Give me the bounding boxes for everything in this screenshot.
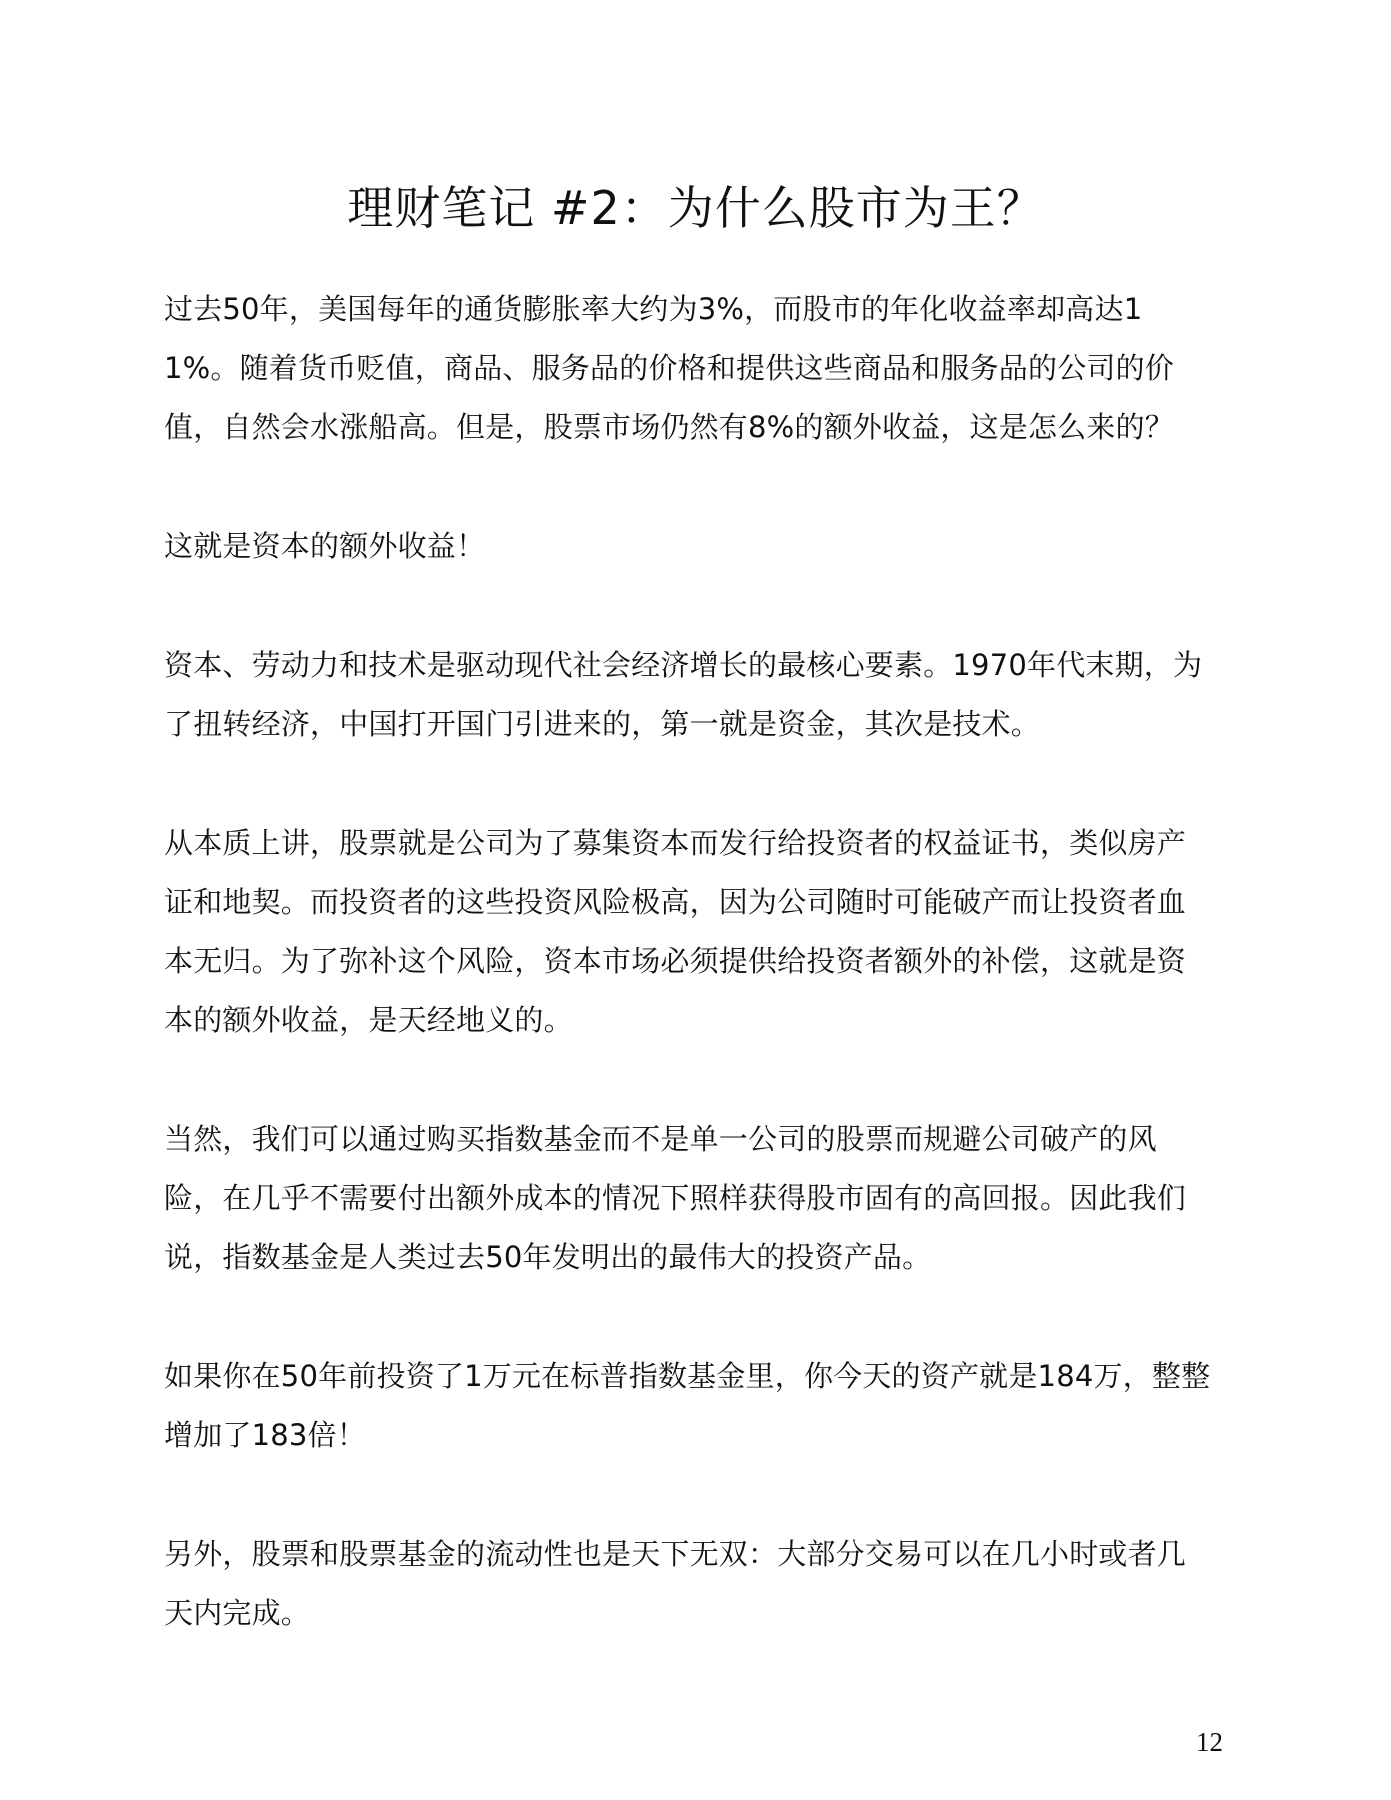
- paragraph-stock-nature: 从本质上讲，股票就是公司为了募集资本而发行给投资者的权益证书，类似房产证和地契。而投资者的这些投资风险极高，因为公司随时可能破产而让投资者血本无归。为了弥补这个风险，资本市场必须提供给投资者额外的补偿，这就是资本的额外收益，是天经地义的。: [164, 826, 1187, 1037]
- paragraph-growth-factors: 资本、劳动力和技术是驱动现代社会经济增长的最核心要素。1970年代末期，为了扭转经济，中国打开国门引进来的，第一就是资金，其次是技术。: [164, 648, 1203, 741]
- article-body: [164, 280, 1214, 1643]
- paragraph-index-funds: 当然，我们可以通过购买指数基金而不是单一公司的股票而规避公司破产的风险，在几乎不需要付出额外成本的情况下照样获得股市固有的高回报。因此我们说，指数基金是人类过去50年发明出的最伟大的投资产品。: [164, 1122, 1187, 1274]
- page-number: 12: [1196, 1727, 1223, 1757]
- paragraph-capital-premium: 这就是资本的额外收益！: [164, 529, 486, 563]
- paragraph-inflation-vs-returns: 过去50年，美国每年的通货膨胀率大约为3%，而股市的年化收益率却高达11%。随着货币贬值，商品、服务品的价格和提供这些商品和服务品的公司的价值，自然会水涨船高。但是，股票市场仍然有8%的额外收益，这是怎么来的？: [164, 292, 1175, 444]
- paragraph-investment-example: 如果你在50年前投资了1万元在标普指数基金里，你今天的资产就是184万，整整增加了183倍！: [164, 1359, 1211, 1452]
- page-title: 理财笔记 #2：为什么股市为王？: [347, 181, 1044, 235]
- paragraph-liquidity: 另外，股票和股票基金的流动性也是天下无双：大部分交易可以在几小时或者几天内完成。: [164, 1537, 1187, 1630]
